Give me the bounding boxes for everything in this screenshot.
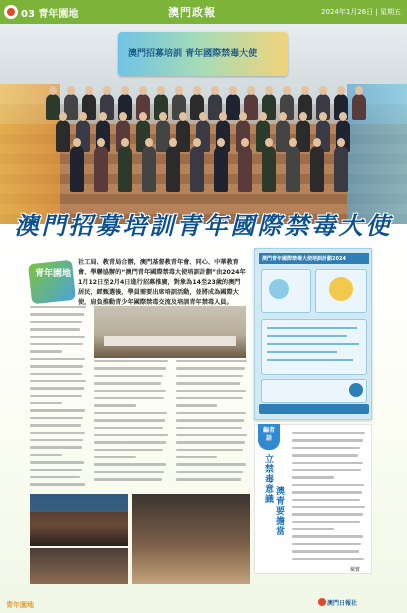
person-head bbox=[121, 86, 129, 95]
poster-illustration-icon bbox=[329, 277, 353, 301]
text-line bbox=[94, 427, 163, 429]
poster-text-line bbox=[267, 327, 357, 329]
text-line bbox=[94, 471, 164, 473]
commentary-badge bbox=[258, 424, 280, 450]
text-line bbox=[292, 484, 364, 486]
person-head bbox=[319, 86, 327, 95]
person-head bbox=[247, 86, 255, 95]
person-figure bbox=[262, 146, 276, 192]
text-line bbox=[292, 535, 363, 537]
youth-section-logo bbox=[30, 262, 74, 302]
publisher-logo-icon bbox=[318, 598, 326, 606]
person-figure bbox=[334, 146, 348, 192]
person-figure bbox=[226, 94, 240, 120]
person-head bbox=[139, 86, 147, 95]
photo-table bbox=[104, 336, 236, 346]
text-line bbox=[176, 390, 246, 392]
person-figure bbox=[286, 146, 300, 192]
article-headline bbox=[0, 206, 407, 246]
event-banner-text: 澳門招募培訓 青年國際禁毒大使 bbox=[128, 49, 258, 59]
text-line bbox=[176, 419, 244, 421]
text-line bbox=[30, 402, 62, 404]
person-head bbox=[289, 138, 297, 147]
text-line bbox=[176, 367, 245, 369]
person-head bbox=[265, 86, 273, 95]
person-head bbox=[301, 86, 309, 95]
text-line bbox=[30, 387, 84, 389]
person-head bbox=[193, 86, 201, 95]
text-line bbox=[30, 424, 81, 426]
person-head bbox=[103, 86, 111, 95]
text-line bbox=[292, 469, 361, 471]
text-line bbox=[94, 404, 136, 406]
text-line bbox=[176, 456, 217, 458]
person-head bbox=[219, 112, 227, 121]
person-head bbox=[199, 112, 207, 121]
person-head bbox=[139, 112, 147, 121]
person-head bbox=[337, 86, 345, 95]
person-figure bbox=[142, 146, 156, 192]
qr-code-icon bbox=[349, 383, 363, 397]
person-head bbox=[99, 112, 107, 121]
text-line bbox=[30, 483, 85, 485]
section-label: 03 青年園地 bbox=[21, 9, 79, 20]
text-line bbox=[292, 454, 358, 456]
text-line bbox=[176, 375, 243, 377]
person-figure bbox=[190, 146, 204, 192]
person-head bbox=[355, 86, 363, 95]
poster-illustration-icon bbox=[269, 279, 289, 299]
text-line bbox=[30, 439, 83, 441]
text-line bbox=[30, 417, 83, 419]
text-line bbox=[176, 441, 245, 443]
text-line bbox=[94, 456, 136, 458]
text-line bbox=[94, 449, 163, 451]
person-head bbox=[85, 86, 93, 95]
person-figure bbox=[238, 146, 252, 192]
person-head bbox=[169, 138, 177, 147]
poster-text-line bbox=[267, 335, 347, 337]
text-line bbox=[30, 373, 82, 375]
person-head bbox=[193, 138, 201, 147]
text-line bbox=[30, 313, 84, 315]
person-head bbox=[159, 112, 167, 121]
event-banner bbox=[118, 32, 288, 76]
text-line bbox=[30, 395, 82, 397]
person-head bbox=[97, 138, 105, 147]
text-line bbox=[176, 360, 247, 362]
text-line bbox=[176, 412, 246, 414]
text-line bbox=[176, 463, 246, 465]
person-figure bbox=[118, 146, 132, 192]
text-line bbox=[30, 380, 86, 382]
text-line bbox=[292, 439, 363, 441]
section-badge-icon bbox=[4, 5, 18, 19]
text-line bbox=[30, 476, 80, 478]
text-line bbox=[94, 434, 168, 436]
text-line bbox=[94, 397, 164, 399]
person-figure bbox=[296, 120, 310, 152]
person-figure bbox=[214, 146, 228, 192]
text-line bbox=[30, 350, 62, 352]
person-head bbox=[259, 112, 267, 121]
person-figure bbox=[94, 146, 108, 192]
youth-logo-shape bbox=[28, 260, 76, 304]
person-head bbox=[279, 112, 287, 121]
text-line bbox=[30, 454, 62, 456]
person-head bbox=[319, 112, 327, 121]
text-line bbox=[94, 367, 166, 369]
text-line bbox=[292, 432, 365, 434]
person-figure bbox=[56, 120, 70, 152]
text-line bbox=[292, 462, 363, 464]
text-line bbox=[292, 491, 362, 493]
text-line bbox=[94, 375, 163, 377]
person-head bbox=[241, 138, 249, 147]
text-line bbox=[176, 478, 241, 480]
person-head bbox=[175, 86, 183, 95]
lead-paragraph: 社工局、教青局合辦，澳門基督教青年會、同心、中華教育會、學聯協辦的“澳門青年國際禁毒大使培訓計劃”由2024年1月12日至2月4日進行招募推廣，對象為14至23歲的澳門居民，經甄選後，學員需要出席培訓活動，並將成為國際大使，肩負推動青少年國際禁毒交流及培訓青年禁毒人員。 bbox=[78, 259, 246, 306]
person-head bbox=[119, 112, 127, 121]
person-head bbox=[211, 86, 219, 95]
text-line bbox=[176, 434, 247, 436]
poster-text-line bbox=[267, 351, 337, 353]
text-line bbox=[292, 521, 360, 523]
person-head bbox=[179, 112, 187, 121]
text-line bbox=[176, 427, 242, 429]
text-line bbox=[30, 328, 80, 330]
text-line bbox=[292, 528, 334, 530]
text-line bbox=[30, 336, 85, 338]
person-figure bbox=[176, 120, 190, 152]
footer-publisher: 澳門日報社 bbox=[327, 600, 358, 607]
commentary-text bbox=[292, 432, 368, 568]
masthead: 澳門政報 bbox=[168, 6, 216, 19]
text-line bbox=[30, 446, 82, 448]
press-conference-photo bbox=[94, 306, 246, 358]
person-figure bbox=[46, 94, 60, 120]
text-line bbox=[176, 449, 243, 451]
body-column-2 bbox=[94, 360, 171, 490]
footer-section-label: 青年園地 bbox=[6, 601, 34, 609]
body-column-1 bbox=[30, 306, 88, 491]
text-line bbox=[30, 432, 85, 434]
person-head bbox=[73, 138, 81, 147]
poster-text-line bbox=[267, 359, 353, 361]
person-head bbox=[239, 112, 247, 121]
text-line bbox=[94, 412, 167, 414]
text-line bbox=[30, 321, 82, 323]
poster-title: 澳門青年國際禁毒大使培訓計劃2024 bbox=[259, 253, 369, 264]
person-figure bbox=[166, 146, 180, 192]
text-line bbox=[292, 499, 360, 501]
text-line bbox=[292, 447, 360, 449]
text-line bbox=[292, 550, 359, 552]
issue-date: 2024年1月26日 | 星期五 bbox=[321, 8, 401, 16]
poster-footer bbox=[259, 404, 369, 414]
text-line bbox=[30, 358, 85, 360]
text-line bbox=[176, 471, 243, 473]
person-head bbox=[299, 112, 307, 121]
hero-group-photo bbox=[0, 24, 407, 224]
text-line bbox=[176, 404, 217, 406]
text-line bbox=[30, 306, 86, 308]
person-head bbox=[339, 112, 347, 121]
person-head bbox=[67, 86, 75, 95]
youth-logo-text: 青年園地 bbox=[34, 269, 71, 279]
text-line bbox=[30, 365, 83, 367]
commentary-title-a: 立禁毒意識 bbox=[263, 454, 273, 504]
person-head bbox=[49, 86, 57, 95]
text-line bbox=[94, 419, 165, 421]
text-line bbox=[94, 390, 166, 392]
commentary-author: 戴寶 bbox=[350, 567, 361, 573]
person-head bbox=[59, 112, 67, 121]
person-head bbox=[229, 86, 237, 95]
text-line bbox=[292, 513, 363, 515]
person-head bbox=[157, 86, 165, 95]
person-figure bbox=[310, 146, 324, 192]
text-line bbox=[176, 397, 243, 399]
person-head bbox=[217, 138, 225, 147]
commentary-badge-text: 編者語 bbox=[262, 427, 275, 442]
page-header bbox=[0, 0, 407, 24]
text-line bbox=[30, 469, 82, 471]
text-line bbox=[292, 476, 334, 478]
text-line bbox=[292, 543, 361, 545]
photo-stage-screen bbox=[30, 494, 128, 512]
person-head bbox=[145, 138, 153, 147]
person-head bbox=[79, 112, 87, 121]
person-figure bbox=[70, 146, 84, 192]
text-line bbox=[94, 478, 162, 480]
text-line bbox=[94, 463, 166, 465]
person-figure bbox=[352, 94, 366, 120]
text-line bbox=[94, 441, 166, 443]
program-poster bbox=[254, 248, 372, 420]
person-head bbox=[313, 138, 321, 147]
person-head bbox=[121, 138, 129, 147]
text-line bbox=[292, 558, 364, 560]
headline-text: 澳門招募培訓青年國際禁毒大使 bbox=[14, 212, 393, 240]
activity-photo-audience bbox=[30, 548, 128, 584]
person-head bbox=[265, 138, 273, 147]
text-line bbox=[30, 409, 85, 411]
body-column-3 bbox=[176, 360, 250, 490]
text-line bbox=[30, 461, 84, 463]
person-head bbox=[283, 86, 291, 95]
text-line bbox=[176, 382, 240, 384]
commentary-title-b: 澳青要擔當 bbox=[274, 486, 284, 536]
text-line bbox=[30, 343, 83, 345]
poster-text-line bbox=[267, 343, 359, 345]
text-line bbox=[292, 506, 365, 508]
text-line bbox=[94, 360, 168, 362]
person-head bbox=[337, 138, 345, 147]
text-line bbox=[94, 382, 161, 384]
activity-photo-group bbox=[132, 494, 250, 584]
